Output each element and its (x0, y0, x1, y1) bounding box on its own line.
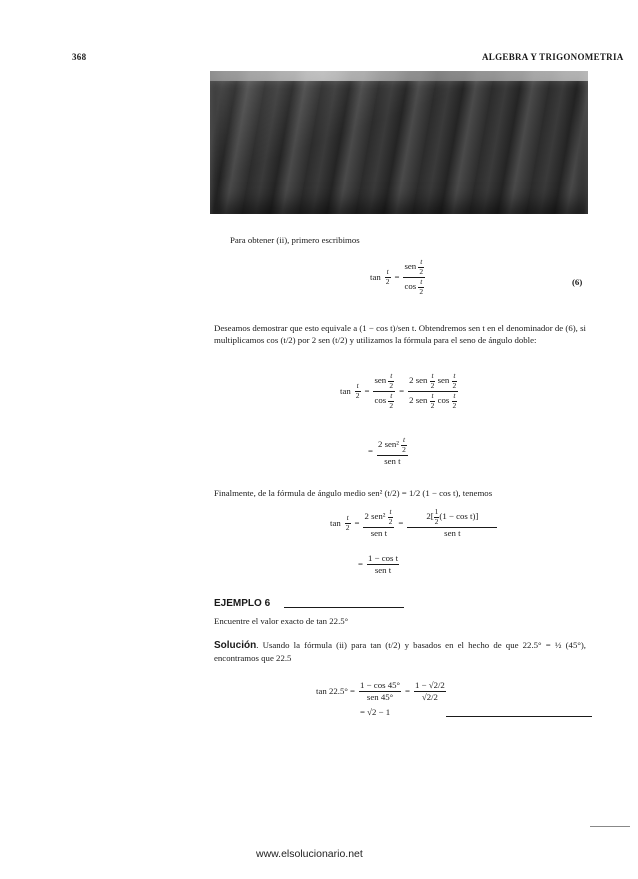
chapter-photo-highlight (210, 71, 588, 81)
solution-text: Usando la fórmula (ii) para tan (t/2) y basados en el hecho de que 22.5° = ½ (45°), encontramos que 22.5 (214, 640, 586, 664)
paragraph-1: Deseamos demostrar que esto equivale a (1 − cos t)/sen t. Obtendremos sen t en el denominador de (6), si multiplicamos cos (t/2) por 2 sen (t/2) y utilizamos la fórmula para el seno de ángulo doble: (214, 323, 586, 346)
chapter-photo (210, 71, 588, 214)
equation-block-2-line-2: = $\frac{\text{1 − cos t}}{\text{sen t}}$ (358, 553, 399, 575)
scan-mark (590, 826, 630, 827)
sen-over-cos: sen $\frac{t}{2}$ cos $\frac{t}{2}$ (404, 257, 424, 296)
page-number: 368 (72, 52, 87, 62)
example-title: EJEMPLO 6 (214, 598, 271, 609)
example-solution: Solución. Usando la fórmula (ii) para tan (t/2) y basados en el hecho de que 22.5° = ½ (45°), encontramos que 22.5 (214, 640, 586, 664)
example-end-rule (446, 716, 592, 717)
running-title: ALGEBRA Y TRIGONOMETRIA (482, 52, 624, 62)
equation-6: tan $\frac{t}{2}$ = sen $\frac{t}{2}$ cos $\frac{t}{2}$ (370, 257, 424, 296)
equation-block-1-line-2: = 2 sen² $\frac{t}{2}$ sen t (368, 435, 406, 466)
footer-url: www.elsolucionario.net (256, 848, 363, 860)
example-prompt: Encuentre el valor exacto de tan 22.5° (214, 616, 349, 626)
example-title-rule (284, 607, 404, 608)
example-equation: tan 22.5° = $\frac{1 - \cos 45^\circ}{\text{sen 45°}}$ = $\frac{1 - √2/2}{√2/2}$ (316, 680, 445, 702)
equation-number-6: (6) (572, 277, 583, 287)
paragraph-2: Finalmente, de la fórmula de ángulo medio sen² (t/2) = 1/2 (1 − cos t), tenemos (214, 488, 493, 498)
intro-text: Para obtener (ii), primero escribimos (230, 235, 360, 245)
t-over-2: $\frac{t}{2}$ (385, 267, 390, 286)
tan-label: tan (370, 272, 381, 282)
example-result: = √2 − 1 (360, 707, 391, 717)
equation-block-1: tan $\frac{t}{2}$ = sen $\frac{t}{2}$ cos $\frac{t}{2}$ = 2 sen $\frac{t}{2}$ sen $\frac{t}{2}$ 2 sen $\frac{t}{2}$ cos $\frac{t}{2}$ (340, 371, 457, 410)
equation-block-2: tan $\frac{t}{2}$ = 2 sen² $\frac{t}{2}$ sen t = 2[ $\frac{1}{2}$ (1 − cos t)] sen t (330, 508, 497, 538)
solution-label: Solución (214, 640, 257, 651)
